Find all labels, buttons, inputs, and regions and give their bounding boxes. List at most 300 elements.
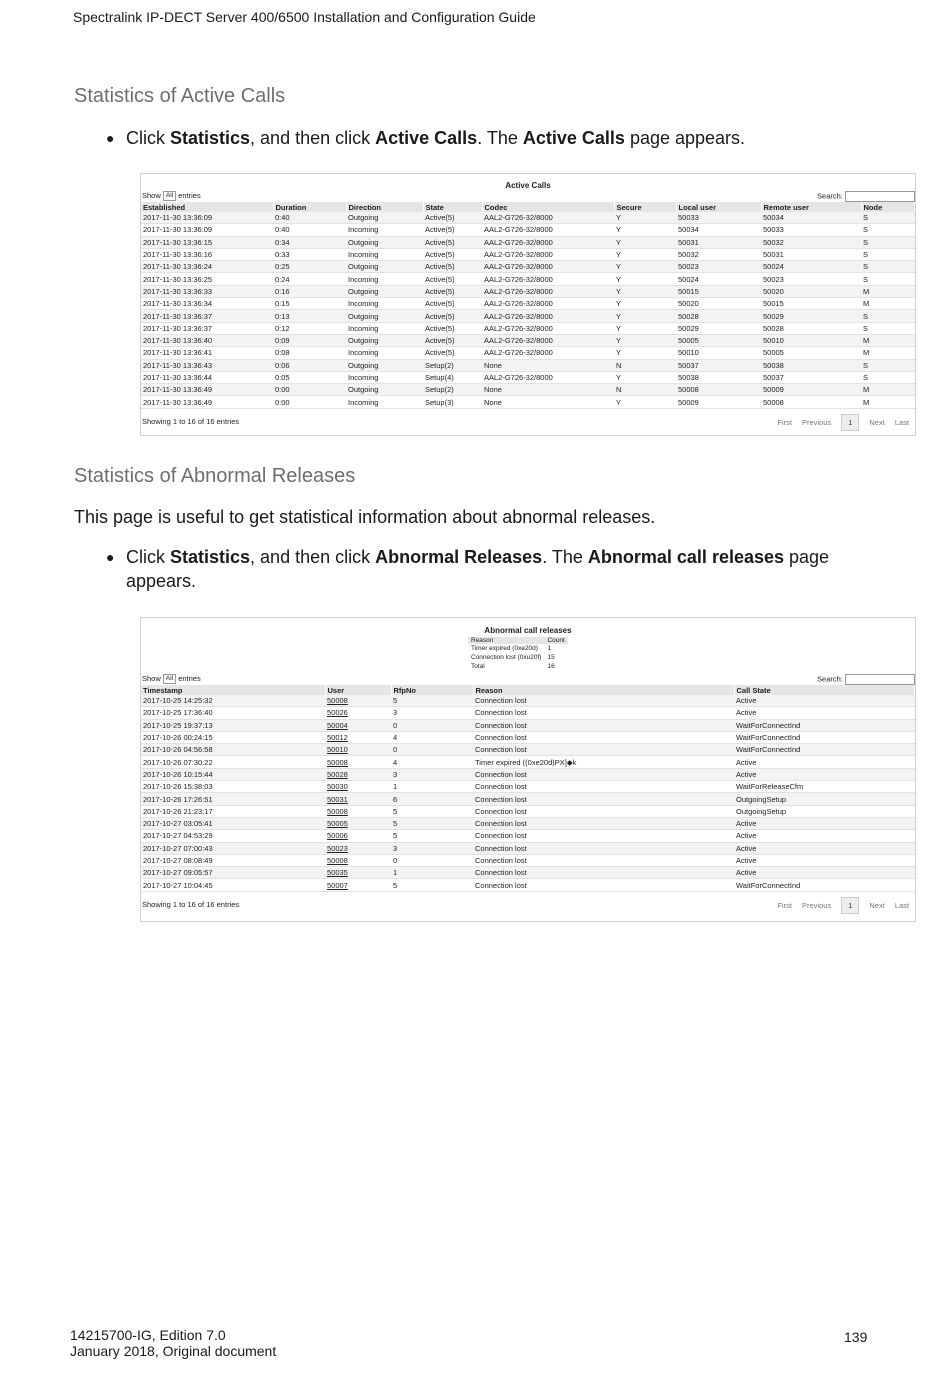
table-cell: Active(5) bbox=[423, 310, 482, 322]
table-row bbox=[141, 805, 915, 817]
abnormal-intro: This page is useful to get statistical information about abnormal releases. bbox=[74, 507, 656, 527]
abnormal-table bbox=[141, 685, 915, 892]
abnormal-title: Abnormal call releases bbox=[484, 626, 572, 635]
table-cell: 50024 bbox=[678, 274, 699, 284]
table-cell: S bbox=[861, 359, 915, 371]
table-cell: 50028 bbox=[763, 323, 784, 333]
active-calls-screenshot bbox=[140, 173, 916, 436]
table-cell: Connection lost bbox=[473, 793, 734, 805]
table-cell: 2017-10-26 07:30:22 bbox=[143, 757, 213, 767]
summary-cell: 15 bbox=[547, 654, 555, 661]
search: Search: bbox=[817, 191, 915, 202]
table-cell: Y bbox=[616, 274, 622, 284]
summary-cell: 16 bbox=[547, 663, 555, 670]
table-cell: 50031 bbox=[763, 250, 784, 260]
column-header[interactable]: State bbox=[423, 202, 482, 212]
active-calls-title: Active Calls bbox=[505, 181, 551, 190]
table-cell: Incoming bbox=[348, 299, 379, 309]
table-cell: 0:05 bbox=[275, 373, 290, 382]
user-link[interactable]: 50010 bbox=[325, 744, 391, 756]
table-cell: 0:34 bbox=[273, 236, 346, 248]
table-row bbox=[141, 744, 915, 756]
table-cell: AAL2-G726-32/8000 bbox=[484, 299, 553, 309]
table-cell: 50038 bbox=[678, 373, 699, 382]
table-row bbox=[141, 334, 915, 346]
table-cell: Connection lost bbox=[473, 768, 734, 780]
pagination bbox=[777, 897, 909, 914]
user-link[interactable]: 50008 bbox=[327, 757, 348, 767]
table-cell: S bbox=[861, 261, 915, 273]
first-button[interactable]: First bbox=[777, 900, 793, 910]
column-header[interactable]: RfpNo bbox=[391, 685, 473, 695]
table-cell: 0:15 bbox=[275, 299, 290, 309]
user-link[interactable]: 50035 bbox=[325, 867, 391, 879]
table-cell: S bbox=[863, 373, 869, 382]
table-cell: 0:16 bbox=[273, 285, 346, 297]
table-cell: 2017-10-26 17:26:51 bbox=[141, 793, 325, 805]
table-cell: AAL2-G726-32/8000 bbox=[482, 261, 614, 273]
table-cell: M bbox=[861, 334, 915, 346]
column-header[interactable]: Node bbox=[861, 202, 915, 212]
table-cell: 50033 bbox=[676, 212, 761, 224]
table-cell: 50023 bbox=[763, 274, 784, 284]
table-cell: 2017-10-27 07:00:43 bbox=[141, 842, 325, 854]
table-row bbox=[141, 781, 915, 793]
table-cell: 2017-11-30 13:36:37 bbox=[141, 310, 273, 322]
table-cell: WaitForReleaseCfm bbox=[736, 782, 804, 792]
column-header[interactable]: Codec bbox=[482, 202, 614, 212]
table-cell: Connection lost bbox=[475, 880, 527, 890]
table-cell: Active(5) bbox=[425, 274, 455, 284]
table-row bbox=[141, 371, 915, 383]
table-cell: 2017-10-26 21:23:17 bbox=[143, 806, 213, 816]
table-cell: S bbox=[863, 274, 869, 284]
column-header[interactable]: Reason bbox=[473, 685, 734, 695]
table-cell: 2017-11-30 13:36:44 bbox=[143, 373, 213, 382]
table-cell: Active bbox=[736, 708, 757, 718]
table-cell: Connection lost bbox=[475, 733, 527, 743]
table-cell: 2017-11-30 13:36:49 bbox=[143, 397, 213, 407]
column-header[interactable]: User bbox=[325, 685, 391, 695]
column-header[interactable]: Local user bbox=[676, 202, 761, 212]
bullet-dot: ● bbox=[106, 549, 115, 565]
table-cell: Active(5) bbox=[425, 348, 455, 358]
table-cell: Connection lost bbox=[475, 708, 527, 718]
table-cell: Y bbox=[614, 285, 676, 297]
table-cell: 2017-11-30 13:36:37 bbox=[143, 323, 213, 333]
table-cell: 50024 bbox=[761, 261, 861, 273]
table-cell: Y bbox=[614, 212, 676, 224]
pagination bbox=[777, 414, 909, 431]
column-header[interactable]: Remote user bbox=[761, 202, 861, 212]
column-header[interactable]: Timestamp bbox=[141, 685, 325, 695]
table-cell: 4 bbox=[393, 733, 398, 743]
table-cell: 50037 bbox=[763, 373, 784, 382]
table-cell: 0:13 bbox=[273, 310, 346, 322]
table-cell: AAL2-G726-32/8000 bbox=[484, 225, 553, 235]
table-cell: M bbox=[861, 384, 915, 396]
user-link[interactable]: 50008 bbox=[327, 856, 348, 865]
table-row bbox=[141, 854, 915, 866]
summary-column-header: Reason bbox=[468, 637, 544, 644]
show-entries-select[interactable]: All bbox=[163, 191, 176, 201]
page-number: 139 bbox=[844, 1329, 868, 1345]
table-cell: Incoming bbox=[348, 348, 379, 358]
table-cell: Connection lost bbox=[475, 782, 527, 792]
table-cell: 5 bbox=[393, 880, 398, 890]
table-cell: 50010 bbox=[761, 334, 861, 346]
table-cell: 0:33 bbox=[275, 250, 290, 260]
table-cell: 50020 bbox=[761, 285, 861, 297]
page-1-button[interactable]: 1 bbox=[841, 897, 859, 914]
table-row bbox=[141, 396, 915, 408]
table-cell: Outgoing bbox=[346, 285, 423, 297]
table-cell: S bbox=[863, 225, 869, 235]
table-cell: 2017-11-30 13:36:15 bbox=[141, 236, 273, 248]
table-row bbox=[141, 879, 915, 891]
previous-button[interactable]: Previous bbox=[802, 417, 832, 427]
table-cell: 0:09 bbox=[273, 334, 346, 346]
search-input[interactable] bbox=[845, 674, 915, 685]
table-row bbox=[141, 347, 915, 359]
previous-button[interactable]: Previous bbox=[802, 900, 832, 910]
table-cell: 2017-11-30 13:36:16 bbox=[143, 250, 213, 260]
user-link[interactable]: 50008 bbox=[327, 806, 348, 816]
table-cell: S bbox=[863, 250, 869, 260]
table-cell: Active(5) bbox=[423, 236, 482, 248]
table-cell: Setup(4) bbox=[425, 373, 454, 382]
table-cell: 2017-11-30 13:36:43 bbox=[141, 359, 273, 371]
table-cell: Active(5) bbox=[425, 250, 455, 260]
bullet-abnormal: ● Click Statistics, and then click Abnormal Releases. The Abnormal call releases page appears. bbox=[106, 547, 830, 591]
user-link[interactable]: 50012 bbox=[327, 733, 348, 743]
table-cell: 3 bbox=[393, 708, 398, 718]
table-cell: Active bbox=[736, 831, 757, 841]
table-cell: Y bbox=[616, 299, 622, 309]
user-link[interactable]: 50026 bbox=[327, 708, 348, 718]
user-link[interactable]: 50008 bbox=[325, 695, 391, 707]
table-cell: Active bbox=[736, 856, 757, 865]
column-header[interactable]: Duration bbox=[273, 202, 346, 212]
show-entries: Show All entries bbox=[142, 674, 201, 683]
table-cell: Active bbox=[736, 757, 757, 767]
table-cell: Y bbox=[616, 397, 622, 407]
table-row bbox=[141, 310, 915, 322]
table-cell: 50010 bbox=[678, 348, 699, 358]
table-cell: None bbox=[484, 397, 502, 407]
table-cell: 0 bbox=[391, 719, 473, 731]
user-link[interactable]: 50005 bbox=[325, 817, 391, 829]
table-cell: 2017-11-30 13:36:25 bbox=[143, 274, 213, 284]
table-cell: 50029 bbox=[761, 310, 861, 322]
table-cell: WaitForConnectInd bbox=[736, 733, 801, 743]
table-cell: M bbox=[861, 285, 915, 297]
table-cell: 50038 bbox=[761, 359, 861, 371]
table-cell: Y bbox=[616, 348, 622, 358]
column-header[interactable]: Established bbox=[141, 202, 273, 212]
table-row bbox=[141, 359, 915, 371]
table-row bbox=[141, 384, 915, 396]
bullet-active-calls: ● Click Statistics, and then click Active Calls. The Active Calls page appears. bbox=[106, 128, 746, 148]
table-row bbox=[141, 830, 915, 842]
table-cell: 0:12 bbox=[275, 323, 290, 333]
table-cell: 50033 bbox=[763, 225, 784, 235]
user-link[interactable]: 50004 bbox=[325, 719, 391, 731]
last-button[interactable]: Last bbox=[894, 900, 909, 910]
table-row bbox=[141, 867, 915, 879]
summary-table bbox=[468, 637, 568, 671]
table-cell: OutgoingSetup bbox=[736, 806, 787, 816]
table-cell: 2017-10-26 10:15:44 bbox=[141, 768, 325, 780]
table-row bbox=[141, 224, 915, 236]
table-cell: AAL2-G726-32/8000 bbox=[482, 212, 614, 224]
table-cell: 0:00 bbox=[273, 384, 346, 396]
table-cell: Incoming bbox=[348, 225, 379, 235]
summary-cell: 1 bbox=[547, 645, 552, 652]
table-row bbox=[141, 298, 915, 310]
column-header[interactable]: Direction bbox=[346, 202, 423, 212]
table-cell: 3 bbox=[391, 768, 473, 780]
table-cell: Active bbox=[734, 695, 915, 707]
section-title-active-calls: Statistics of Active Calls bbox=[74, 85, 286, 107]
page-1-button[interactable]: 1 bbox=[841, 414, 859, 431]
summary-row bbox=[468, 644, 568, 653]
table-cell: Y bbox=[616, 250, 622, 260]
table-cell: Connection lost bbox=[475, 831, 527, 841]
table-row bbox=[141, 236, 915, 248]
table-cell: Active bbox=[734, 817, 915, 829]
table-cell: AAL2-G726-32/8000 bbox=[484, 373, 553, 382]
table-cell: 2017-10-25 14:25:32 bbox=[141, 695, 325, 707]
table-cell: Y bbox=[614, 261, 676, 273]
table-cell: 50015 bbox=[763, 299, 784, 309]
running-header: Spectralink IP-DECT Server 400/6500 Installation and Configuration Guide bbox=[73, 9, 536, 25]
table-cell: Incoming bbox=[348, 274, 379, 284]
table-cell: Outgoing bbox=[346, 310, 423, 322]
table-cell: AAL2-G726-32/8000 bbox=[482, 334, 614, 346]
active-calls-table bbox=[141, 202, 915, 409]
user-link[interactable]: 50028 bbox=[325, 768, 391, 780]
table-cell: 2017-11-30 13:36:41 bbox=[143, 348, 213, 358]
table-info: Showing 1 to 16 of 16 entries bbox=[142, 899, 240, 909]
table-cell: Connection lost bbox=[475, 856, 527, 865]
table-cell: Outgoing bbox=[346, 384, 423, 396]
table-cell: 50005 bbox=[763, 348, 784, 358]
table-row bbox=[141, 842, 915, 854]
table-row bbox=[141, 793, 915, 805]
next-button[interactable]: Next bbox=[869, 417, 885, 427]
footer-edition: 14215700-IG, Edition 7.0 bbox=[70, 1327, 226, 1343]
table-cell: 5 bbox=[391, 817, 473, 829]
table-cell: 6 bbox=[391, 793, 473, 805]
table-cell: Incoming bbox=[348, 250, 379, 260]
table-cell: Connection lost bbox=[473, 695, 734, 707]
table-cell: M bbox=[863, 299, 870, 309]
table-cell: 2017-11-30 13:36:49 bbox=[141, 384, 273, 396]
table-cell: AAL2-G726-32/8000 bbox=[484, 323, 553, 333]
first-button[interactable]: First bbox=[777, 417, 793, 427]
table-cell: 2017-10-25 19:37:13 bbox=[141, 719, 325, 731]
table-cell: 50037 bbox=[676, 359, 761, 371]
table-cell: 50032 bbox=[761, 236, 861, 248]
user-link[interactable]: 50023 bbox=[325, 842, 391, 854]
table-cell: 2017-10-27 10:04:45 bbox=[143, 880, 213, 890]
table-cell: None bbox=[482, 384, 614, 396]
table-cell: 50034 bbox=[678, 225, 699, 235]
table-cell: Active bbox=[734, 768, 915, 780]
table-cell: Y bbox=[614, 334, 676, 346]
column-header[interactable]: Secure bbox=[614, 202, 676, 212]
table-cell: 2017-10-26 04:56:58 bbox=[141, 744, 325, 756]
table-cell: 2017-11-30 13:36:34 bbox=[143, 299, 213, 309]
table-cell: Active bbox=[734, 867, 915, 879]
table-cell: Active(5) bbox=[423, 212, 482, 224]
table-cell: 0 bbox=[391, 744, 473, 756]
table-cell: N bbox=[614, 359, 676, 371]
table-cell: Outgoing bbox=[346, 261, 423, 273]
table-cell: 5 bbox=[391, 695, 473, 707]
table-cell: Timer expired ((0xe20d)PX]◆k bbox=[475, 757, 577, 767]
table-cell: M bbox=[863, 397, 870, 407]
table-cell: 50009 bbox=[678, 397, 699, 407]
table-cell: Y bbox=[616, 373, 622, 382]
table-cell: 50029 bbox=[678, 323, 699, 333]
table-cell: 2017-10-26 00:24:15 bbox=[143, 733, 213, 743]
table-row bbox=[141, 285, 915, 297]
summary-cell: Total bbox=[471, 663, 485, 670]
table-cell: Connection lost bbox=[473, 817, 734, 829]
abnormal-releases-screenshot bbox=[140, 617, 916, 922]
table-cell: 4 bbox=[393, 757, 398, 767]
table-cell: 50008 bbox=[676, 384, 761, 396]
table-cell: 0:08 bbox=[275, 348, 290, 358]
table-cell: 0:25 bbox=[273, 261, 346, 273]
table-row bbox=[141, 731, 915, 743]
table-cell: N bbox=[614, 384, 676, 396]
search: Search: bbox=[817, 674, 915, 685]
next-button[interactable]: Next bbox=[869, 900, 885, 910]
table-cell: Incoming bbox=[348, 373, 379, 382]
table-cell: 50005 bbox=[676, 334, 761, 346]
table-cell: Outgoing bbox=[346, 212, 423, 224]
table-cell: 2017-10-26 15:38:03 bbox=[143, 782, 213, 792]
table-cell: Connection lost bbox=[473, 744, 734, 756]
table-cell: S bbox=[861, 236, 915, 248]
table-cell: 0:24 bbox=[275, 274, 290, 284]
user-link[interactable]: 50006 bbox=[327, 831, 348, 841]
table-cell: AAL2-G726-32/8000 bbox=[482, 236, 614, 248]
table-row bbox=[141, 322, 915, 334]
table-row bbox=[141, 756, 915, 768]
table-cell: Setup(2) bbox=[423, 384, 482, 396]
summary bbox=[471, 626, 578, 671]
table-row bbox=[141, 248, 915, 260]
table-cell: Outgoing bbox=[346, 334, 423, 346]
table-cell: 50023 bbox=[676, 261, 761, 273]
table-cell: 2017-11-30 13:36:09 bbox=[141, 212, 273, 224]
table-cell: 2017-11-30 13:36:40 bbox=[141, 334, 273, 346]
table-cell: 1 bbox=[391, 867, 473, 879]
table-cell: None bbox=[482, 359, 614, 371]
table-cell: 50009 bbox=[761, 384, 861, 396]
summary-column-header: Count bbox=[544, 637, 567, 644]
last-button[interactable]: Last bbox=[894, 417, 909, 427]
table-cell: WaitForConnectInd bbox=[736, 880, 801, 890]
table-cell: M bbox=[863, 348, 870, 358]
table-cell: Setup(2) bbox=[423, 359, 482, 371]
table-cell: 2017-10-25 17:36:40 bbox=[143, 708, 213, 718]
table-cell: Active(5) bbox=[423, 285, 482, 297]
table-row bbox=[141, 719, 915, 731]
user-link[interactable]: 50030 bbox=[327, 782, 348, 792]
table-cell: 50028 bbox=[676, 310, 761, 322]
table-cell: 0:00 bbox=[275, 397, 290, 407]
table-row bbox=[141, 273, 915, 285]
table-cell: Connection lost bbox=[473, 719, 734, 731]
table-cell: 2017-10-27 09:05:57 bbox=[141, 867, 325, 879]
summary-row bbox=[468, 662, 568, 671]
table-cell: OutgoingSetup bbox=[734, 793, 915, 805]
table-cell: 1 bbox=[393, 782, 398, 792]
table-cell: 2017-10-27 08:08:49 bbox=[143, 856, 213, 865]
table-cell: 2017-11-30 13:36:09 bbox=[143, 225, 213, 235]
table-info: Showing 1 to 16 of 16 entries bbox=[142, 416, 240, 426]
table-cell: 0 bbox=[393, 856, 398, 865]
column-header[interactable]: Call State bbox=[734, 685, 915, 695]
table-cell: 2017-11-30 13:36:33 bbox=[141, 285, 273, 297]
table-row bbox=[141, 212, 915, 224]
table-cell: S bbox=[861, 212, 915, 224]
table-cell: 0:06 bbox=[273, 359, 346, 371]
table-cell: 5 bbox=[393, 831, 398, 841]
user-link[interactable]: 50007 bbox=[327, 880, 348, 890]
summary-cell: Connection lost (0xu20f) bbox=[471, 654, 542, 661]
footer-date: January 2018, Original document bbox=[70, 1343, 277, 1359]
show-entries-select[interactable]: All bbox=[163, 674, 176, 684]
table-cell: Active bbox=[734, 842, 915, 854]
show-entries: Show All entries bbox=[142, 191, 201, 200]
table-cell: Y bbox=[616, 323, 622, 333]
section-title-abnormal: Statistics of Abnormal Releases bbox=[74, 465, 356, 487]
bullet-dot: ● bbox=[106, 130, 115, 146]
table-cell: Y bbox=[614, 236, 676, 248]
table-cell: AAL2-G726-32/8000 bbox=[482, 285, 614, 297]
table-row bbox=[141, 695, 915, 707]
table-cell: 3 bbox=[391, 842, 473, 854]
search-input[interactable] bbox=[845, 191, 915, 202]
table-cell: AAL2-G726-32/8000 bbox=[482, 310, 614, 322]
table-row bbox=[141, 707, 915, 719]
user-link[interactable]: 50031 bbox=[325, 793, 391, 805]
table-cell: 50032 bbox=[678, 250, 699, 260]
table-cell: Outgoing bbox=[346, 236, 423, 248]
table-cell: S bbox=[861, 310, 915, 322]
table-cell: Connection lost bbox=[475, 806, 527, 816]
table-cell: Setup(3) bbox=[425, 397, 454, 407]
table-row bbox=[141, 768, 915, 780]
table-cell: 50020 bbox=[678, 299, 699, 309]
table-cell: Incoming bbox=[348, 323, 379, 333]
table-cell: 50034 bbox=[761, 212, 861, 224]
table-cell: 50031 bbox=[676, 236, 761, 248]
table-cell: WaitForConnectInd bbox=[734, 719, 915, 731]
table-cell: Incoming bbox=[348, 397, 379, 407]
table-row bbox=[141, 817, 915, 829]
table-cell: Active(5) bbox=[425, 323, 455, 333]
table-cell: 50008 bbox=[763, 397, 784, 407]
table-cell: 2017-10-27 03:05:41 bbox=[141, 817, 325, 829]
table-cell: 0:40 bbox=[273, 212, 346, 224]
